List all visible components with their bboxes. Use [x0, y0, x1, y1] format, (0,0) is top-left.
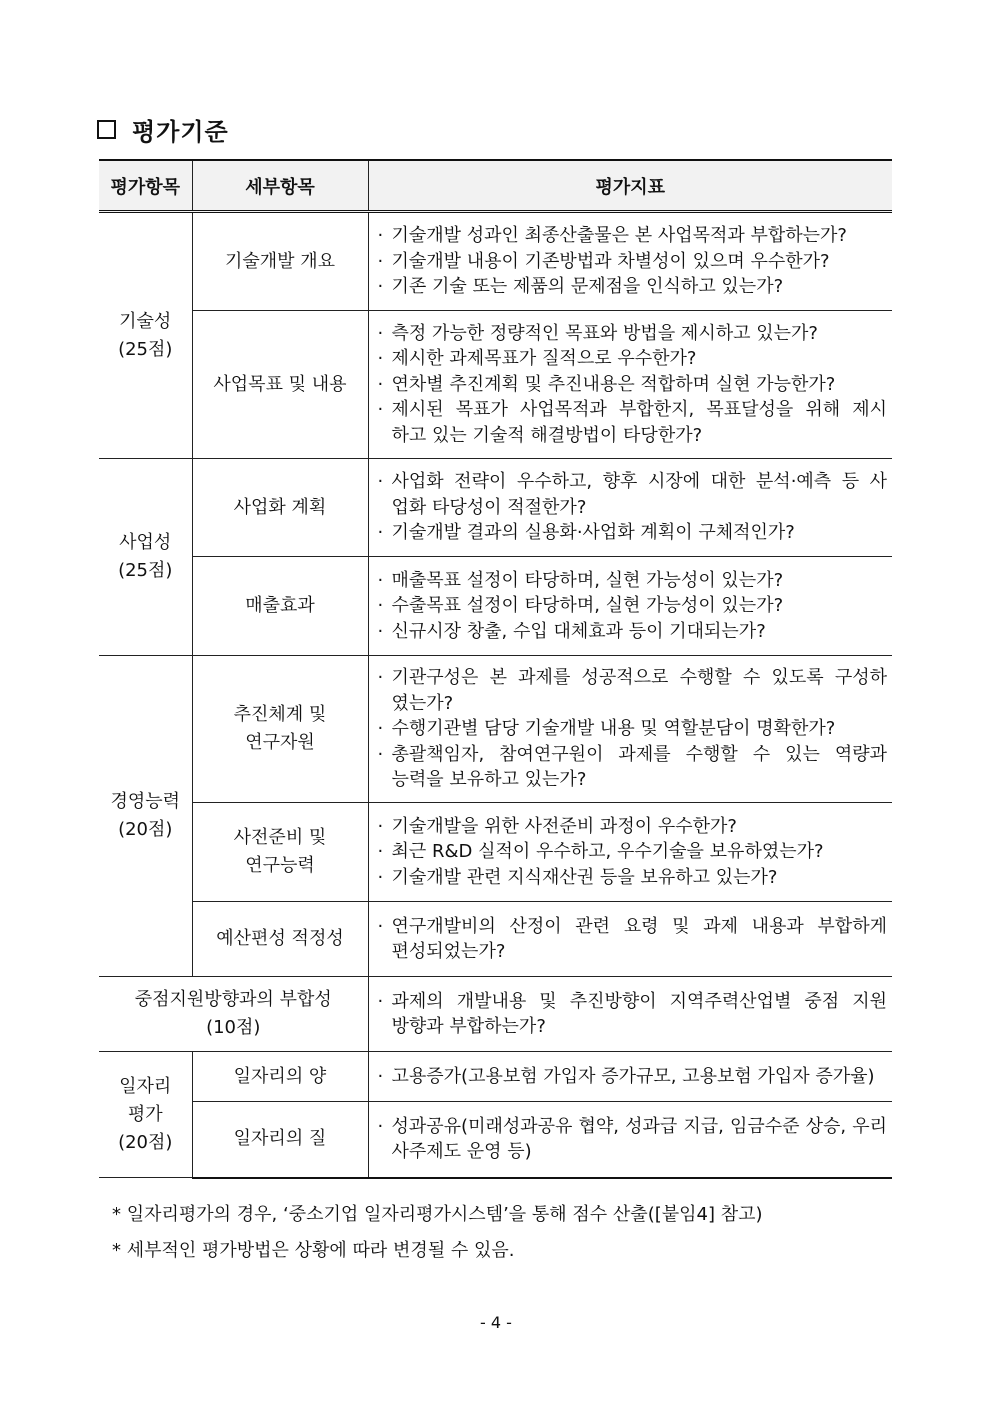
indicator-text: 고용증가(고용보험 가입자 증가규모, 고용보험 가입자 증가율): [391, 1065, 875, 1087]
subcategory-cell: [192, 311, 368, 459]
indicator-cell: [368, 311, 892, 459]
indicator-text: 기술개발 내용이 기존방법과 차별성이 있으며 우수한가?: [391, 250, 830, 272]
table-row: [99, 1052, 892, 1102]
table-row: [99, 656, 892, 803]
bullet-icon: ·: [377, 667, 384, 689]
subcategory-cell: [192, 656, 368, 803]
cell-text-line: (10점): [206, 1017, 261, 1038]
indicator-text: 과제의 개발내용 및 추진방향이 지역주력산업별 중점 지원: [391, 990, 887, 1012]
category-cell: [99, 656, 192, 977]
bullet-icon: ·: [377, 399, 384, 421]
indicator-line: [378, 346, 888, 372]
cell-text-line: 예산편성 적정성: [216, 928, 344, 949]
indicator-text: 매출목표 설정이 타당하며, 실현 가능성이 있는가?: [391, 569, 784, 591]
cell-text-line: 사전준비 및: [233, 827, 327, 848]
indicator-line: [378, 321, 888, 347]
footnote: * 일자리평가의 경우, ‘중소기업 일자리평가시스템’을 통해 점수 산출([붙임4] 참고): [112, 1204, 763, 1225]
bullet-icon: ·: [377, 1115, 384, 1137]
table-row: [99, 459, 892, 557]
subcategory-cell: [192, 1102, 368, 1178]
cell-text-line: 일자리의 질: [233, 1128, 327, 1150]
indicator-line: [378, 1064, 888, 1090]
bullet-icon: ·: [377, 1065, 384, 1087]
bullet-icon: [378, 1139, 392, 1165]
footnote: * 세부적인 평가방법은 상황에 따라 변경될 수 있음.: [112, 1240, 515, 1261]
indicator-text: 제시한 과제목표가 질적으로 우수한가?: [391, 348, 697, 370]
subcategory-cell: [192, 803, 368, 902]
indicator-cell: [368, 902, 892, 977]
indicator-line: [378, 568, 888, 594]
bullet-icon: [378, 1014, 392, 1040]
indicator-text: 기존 기술 또는 제품의 문제점을 인식하고 있는가?: [391, 276, 784, 298]
header-category: 평가항목: [99, 160, 192, 212]
cell-text-line: 중점지원방향과의 부합성: [134, 989, 332, 1010]
bullet-icon: ·: [377, 373, 384, 395]
indicator-line: [378, 814, 888, 840]
indicator-text: 신규시장 창출, 수입 대체효과 등이 기대되는가?: [391, 620, 766, 642]
bullet-icon: ·: [377, 225, 384, 247]
cell-text-line: 기술개발 개요: [224, 250, 336, 272]
bullet-icon: [378, 691, 392, 717]
indicator-line: [378, 1139, 888, 1165]
indicator-cell: [368, 1102, 892, 1178]
subcategory-cell: [192, 902, 368, 977]
cell-text-line: (20점): [118, 1131, 173, 1153]
indicator-text: 기술개발 관련 지식재산권 등을 보유하고 있는가?: [391, 866, 778, 888]
indicator-cell: [368, 1052, 892, 1102]
indicator-text: 연구개발비의 산정이 관련 요령 및 과제 내용과 부합하게: [391, 915, 887, 937]
bullet-icon: ·: [377, 595, 384, 617]
indicator-cell: [368, 212, 892, 311]
category-cell: [99, 459, 192, 656]
indicator-line: [378, 691, 888, 717]
category-cell: [99, 212, 192, 459]
evaluation-criteria-table: [99, 159, 892, 1179]
cell-text-line: 연구자원: [245, 732, 315, 753]
bullet-icon: ·: [377, 569, 384, 591]
indicator-text: 기술개발을 위한 사전준비 과정이 우수한가?: [391, 815, 737, 837]
bullet-icon: ·: [377, 841, 384, 863]
category-cell: [99, 1052, 192, 1178]
bullet-icon: ·: [377, 620, 384, 642]
section-title: 평가기준: [132, 118, 229, 146]
indicator-line: [378, 372, 888, 398]
cell-text-line: 평가: [127, 1103, 163, 1125]
cell-text-line: 일자리: [119, 1075, 172, 1097]
footnotes: [112, 1197, 763, 1269]
cell-text-line: 사업화 계획: [233, 496, 327, 518]
table-row: [99, 803, 892, 902]
cell-text-line: 경영능력: [110, 791, 181, 812]
indicator-text: 기술개발 결과의 실용화·사업화 계획이 구체적인가?: [391, 522, 795, 544]
indicator-line: [378, 914, 888, 940]
bullet-icon: ·: [377, 815, 384, 837]
bullet-icon: ·: [377, 866, 384, 888]
indicator-line: [378, 423, 888, 449]
indicator-line: [378, 593, 888, 619]
bullet-icon: ·: [377, 348, 384, 370]
square-bullet-icon: [97, 120, 116, 139]
bullet-icon: ·: [377, 915, 384, 937]
table-header-row: [99, 160, 892, 212]
indicator-cell: [368, 459, 892, 557]
indicator-text: 기관구성은 본 과제를 성공적으로 수행할 수 있도록 구성하: [391, 667, 887, 689]
table-row: [99, 212, 892, 311]
indicator-line: [378, 249, 888, 275]
subcategory-cell: [192, 557, 368, 656]
bullet-icon: ·: [377, 990, 384, 1012]
indicator-text: 성과공유(미래성과공유 협약, 성과급 지급, 임금수준 상승, 우리: [391, 1115, 887, 1137]
indicator-text: 업화 타당성이 적절한가?: [391, 496, 587, 518]
bullet-icon: ·: [377, 743, 384, 765]
header-indicator: 평가지표: [368, 160, 892, 212]
page-number: - 4 -: [480, 1313, 512, 1332]
cell-text-line: (25점): [118, 338, 173, 360]
indicator-line: [378, 495, 888, 521]
indicator-line: [378, 619, 888, 645]
indicator-text: 하고 있는 기술적 해결방법이 타당한가?: [391, 424, 703, 446]
bullet-icon: [378, 767, 392, 793]
indicator-cell: [368, 557, 892, 656]
indicator-text: 였는가?: [391, 692, 454, 714]
indicator-text: 방향과 부합하는가?: [391, 1016, 546, 1037]
indicator-text: 능력을 보유하고 있는가?: [391, 769, 587, 791]
indicator-line: [378, 716, 888, 742]
indicator-text: 측정 가능한 정량적인 목표와 방법을 제시하고 있는가?: [391, 322, 818, 344]
cell-text-line: 연구능력: [245, 855, 315, 876]
cell-text-line: 사업성: [119, 532, 172, 553]
bullet-icon: ·: [377, 718, 384, 740]
bullet-icon: [378, 495, 392, 521]
indicator-line: [378, 520, 888, 546]
indicator-line: [378, 939, 888, 965]
indicator-line: [378, 742, 888, 768]
section-heading: [97, 112, 229, 147]
category-cell: [99, 977, 368, 1052]
cell-text-line: 추진체계 및: [233, 704, 327, 725]
indicator-line: [378, 1014, 888, 1040]
table-row: [99, 902, 892, 977]
indicator-line: [378, 397, 888, 423]
indicator-line: [378, 989, 888, 1015]
indicator-cell: [368, 803, 892, 902]
bullet-icon: [378, 423, 392, 449]
table-row: [99, 1102, 892, 1178]
indicator-text: 기술개발 성과인 최종산출물은 본 사업목적과 부합하는가?: [391, 225, 847, 247]
table-row: [99, 311, 892, 459]
table-row: [99, 557, 892, 656]
indicator-text: 총괄책임자, 참여연구원이 과제를 수행할 수 있는 역량과: [391, 743, 887, 765]
indicator-line: [378, 223, 888, 249]
indicator-text: 사주제도 운영 등): [391, 1141, 532, 1163]
indicator-text: 편성되었는가?: [391, 941, 506, 962]
indicator-cell: [368, 656, 892, 803]
indicator-cell: [368, 977, 892, 1052]
indicator-text: 최근 R&D 실적이 우수하고, 우수기술을 보유하였는가?: [391, 841, 824, 863]
indicator-line: [378, 665, 888, 691]
bullet-icon: [378, 939, 392, 965]
cell-text-line: 일자리의 양: [233, 1065, 327, 1087]
indicator-line: [378, 274, 888, 300]
bullet-icon: ·: [377, 250, 384, 272]
indicator-text: 연차별 추진계획 및 추진내용은 적합하며 실현 가능한가?: [391, 373, 836, 395]
subcategory-cell: [192, 459, 368, 557]
cell-text-line: (25점): [118, 560, 173, 581]
bullet-icon: ·: [377, 471, 384, 493]
bullet-icon: ·: [377, 522, 384, 544]
cell-text-line: 사업목표 및 내용: [213, 373, 347, 395]
indicator-text: 수출목표 설정이 타당하며, 실현 가능성이 있는가?: [391, 595, 784, 617]
subcategory-cell: [192, 212, 368, 311]
indicator-line: [378, 469, 888, 495]
cell-text-line: 매출효과: [245, 595, 315, 616]
indicator-text: 수행기관별 담당 기술개발 내용 및 역할분담이 명확한가?: [391, 718, 836, 740]
indicator-text: 제시된 목표가 사업목적과 부합한지, 목표달성을 위해 제시: [391, 399, 887, 421]
cell-text-line: 기술성: [119, 310, 172, 332]
header-subcategory: 세부항목: [192, 160, 368, 212]
indicator-line: [378, 1114, 888, 1140]
table-row: [99, 977, 892, 1052]
indicator-line: [378, 767, 888, 793]
indicator-line: [378, 865, 888, 891]
indicator-text: 사업화 전략이 우수하고, 향후 시장에 대한 분석·예측 등 사: [391, 471, 887, 493]
cell-text-line: (20점): [118, 819, 173, 840]
subcategory-cell: [192, 1052, 368, 1102]
bullet-icon: ·: [377, 276, 384, 298]
indicator-line: [378, 839, 888, 865]
bullet-icon: ·: [377, 322, 384, 344]
